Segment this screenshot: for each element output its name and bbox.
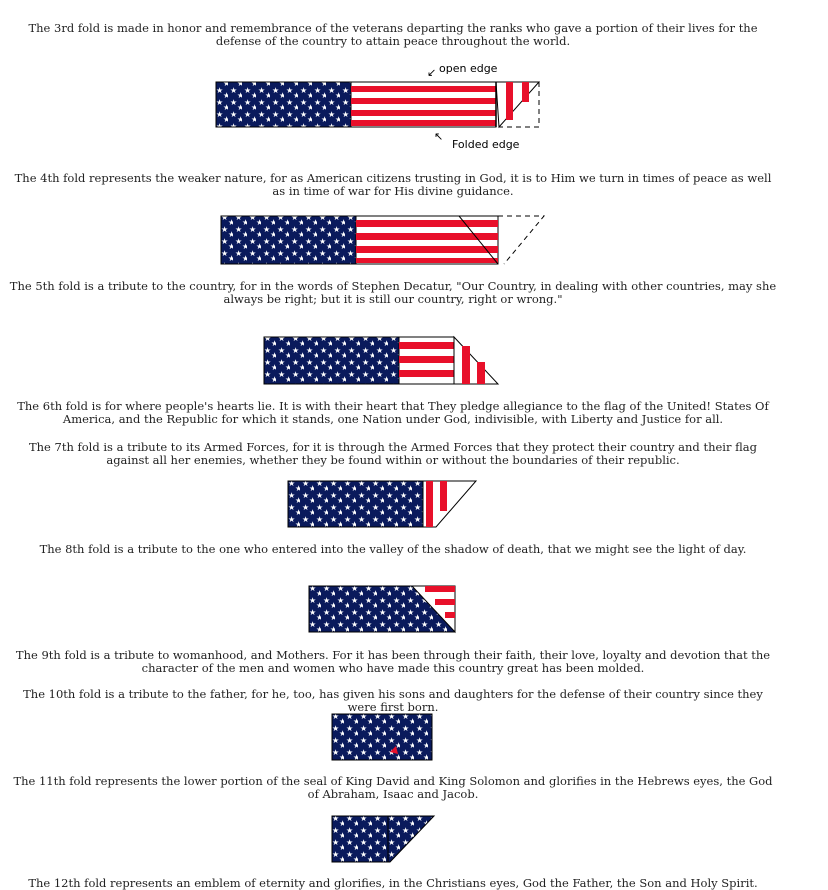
fifth-fold-diagram <box>262 334 502 388</box>
fold-5-text: The 5th fold is a tribute to the country, for in the words of Stephen Decatur, "Our Country, in dealing with other countries, may she always be right; but it is still our country, right or wrong." <box>9 279 777 306</box>
fold-10-text: The 10th fold is a tribute to the father, for he, too, has given his sons and daughters for the defense of their country since they were first born. <box>23 687 763 714</box>
open-edge-label: open edge <box>439 62 498 75</box>
fold-7-text: The 7th fold is a tribute to its Armed Forces, for it is through the Armed Forces that they protect their country and their flag against all her enemies, whether they be found within or without the boundaries of their republic. <box>28 440 758 467</box>
seventh-fold-diagram <box>286 479 482 529</box>
open-edge-arrow-icon: ↙ <box>427 66 437 79</box>
eighth-fold-diagram <box>307 584 459 634</box>
fourth-fold-diagram <box>219 213 549 267</box>
fold-12-text: The 12th fold represents an emblem of eternity and glorifies, in the Christians eyes, God the Father, the Son and Holy Spirit. <box>28 876 758 890</box>
fold-4-text: The 4th fold represents the weaker nature, for as American citizens trusting in God, it is to Him we turn in times of peace as well as in time of war for His divine guidance. <box>14 171 772 198</box>
fold-11-text: The 11th fold represents the lower portion of the seal of King David and King Solomon and glorifies in the Hebrews eyes, the God of Abraham, Isaac and Jacob. <box>13 774 773 801</box>
folded-edge-label: Folded edge <box>452 138 520 151</box>
fold-3-text: The 3rd fold is made in honor and remembrance of the veterans departing the ranks who gave a portion of their lives for the defense of the country to attain peace throughout the world. <box>28 21 758 48</box>
fold-9-text: The 9th fold is a tribute to womanhood, and Mothers. For it has been through their faith, their love, loyalty and devotion that the character of the men and women who have made this country great has been molded. <box>15 648 771 675</box>
fold-6-text: The 6th fold is for where people's hearts lie. It is with their heart that They pledge allegiance to the flag of the United! States Of America, and the Republic for which it stands, one Nation under God, indivisible, with Liberty and Justice for all. <box>17 399 769 426</box>
eleventh-fold-diagram <box>330 814 438 864</box>
fold-8-text: The 8th fold is a tribute to the one who entered into the valley of the shadow of death, that we might see the light of day. <box>39 542 747 556</box>
tenth-fold-diagram <box>330 712 436 762</box>
folded-edge-arrow-icon: ↖ <box>434 130 444 143</box>
third-fold-diagram <box>214 62 544 154</box>
